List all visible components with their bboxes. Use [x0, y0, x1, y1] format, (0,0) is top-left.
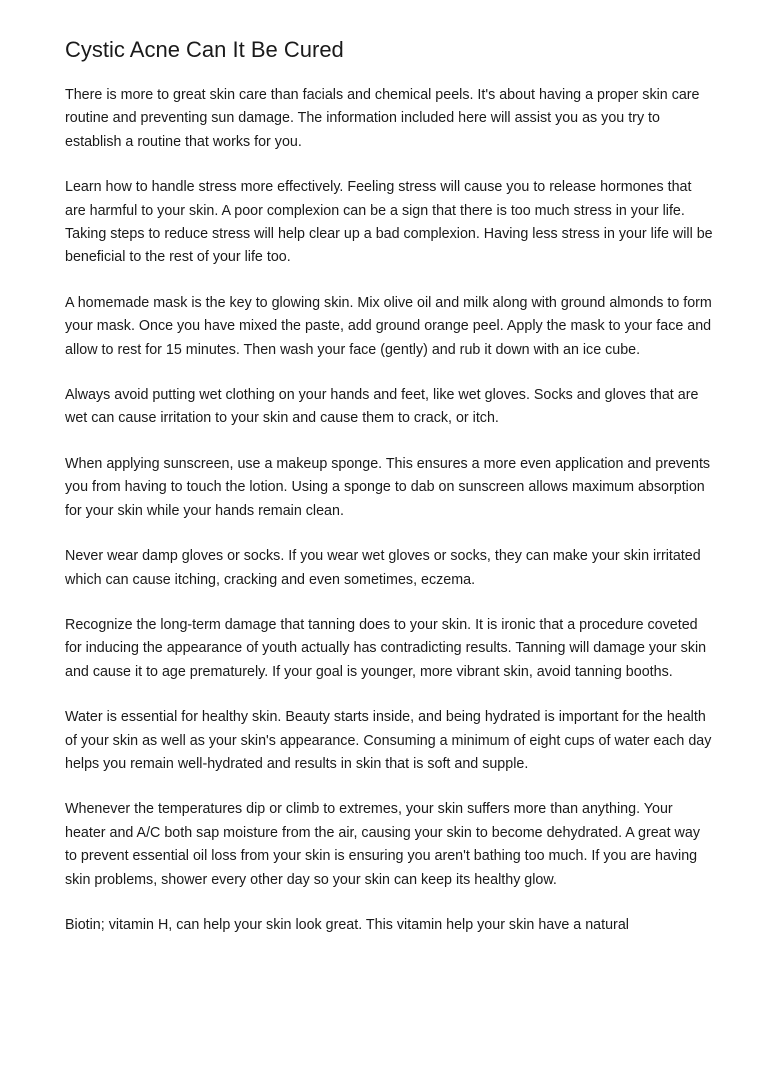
- document-title: Cystic Acne Can It Be Cured: [65, 37, 344, 62]
- paragraph: Learn how to handle stress more effectively. Feeling stress will cause you to release hormones that are harmful to your skin. A poor complexion can be a sign that there is too much stress in your life. Taking steps to reduce stress will help clear up a bad complexion. Having less stress in your life will be beneficial to the rest of your life too.: [65, 179, 713, 266]
- paragraph: When applying sunscreen, use a makeup sponge. This ensures a more even application and prevents you from having to touch the lotion. Using a sponge to dab on sunscreen allows maximum absorption for your skin while your hands remain clean.: [65, 455, 711, 519]
- paragraph: There is more to great skin care than facials and chemical peels. It's about having a proper skin care routine and preventing sun damage. The information included here will assist you as you try to establish a routine that works for you.: [65, 87, 700, 150]
- document-page: [65, 36, 715, 959]
- paragraph: Never wear damp gloves or socks. If you wear wet gloves or socks, they can make your skin irritated which can cause itching, cracking and even sometimes, eczema.: [65, 548, 701, 588]
- paragraph: Whenever the temperatures dip or climb to extremes, your skin suffers more than anything. Your heater and A/C both sap moisture from the air, causing your skin to become dehydrated. A great way to prevent essential oil loss from your skin is ensuring you aren't bathing too much. If you are having skin problems, shower every other day so your skin can keep its healthy glow.: [65, 801, 700, 888]
- paragraph: Recognize the long-term damage that tanning does to your skin. It is ironic that a procedure coveted for inducing the appearance of youth actually has contradicting results. Tanning will damage your skin and cause it to age prematurely. If your goal is younger, more vibrant skin, avoid tanning booths.: [65, 616, 707, 680]
- paragraph: Always avoid putting wet clothing on your hands and feet, like wet gloves. Socks and gloves that are wet can cause irritation to your skin and cause them to crack, or itch.: [65, 387, 699, 427]
- paragraph: A homemade mask is the key to glowing skin. Mix olive oil and milk along with ground almonds to form your mask. Once you have mixed the paste, add ground orange peel. Apply the mask to your face and allow to rest for 15 minutes. Then wash your face (gently) and rub it down with an ice cube.: [65, 294, 712, 358]
- paragraph: Water is essential for healthy skin. Beauty starts inside, and being hydrated is important for the health of your skin as well as your skin's appearance. Consuming a minimum of eight cups of water each day helps you remain well-hydrated and results in skin that is soft and supple.: [65, 709, 712, 772]
- paragraph: Biotin; vitamin H, can help your skin look great. This vitamin help your skin have a natural: [65, 916, 629, 933]
